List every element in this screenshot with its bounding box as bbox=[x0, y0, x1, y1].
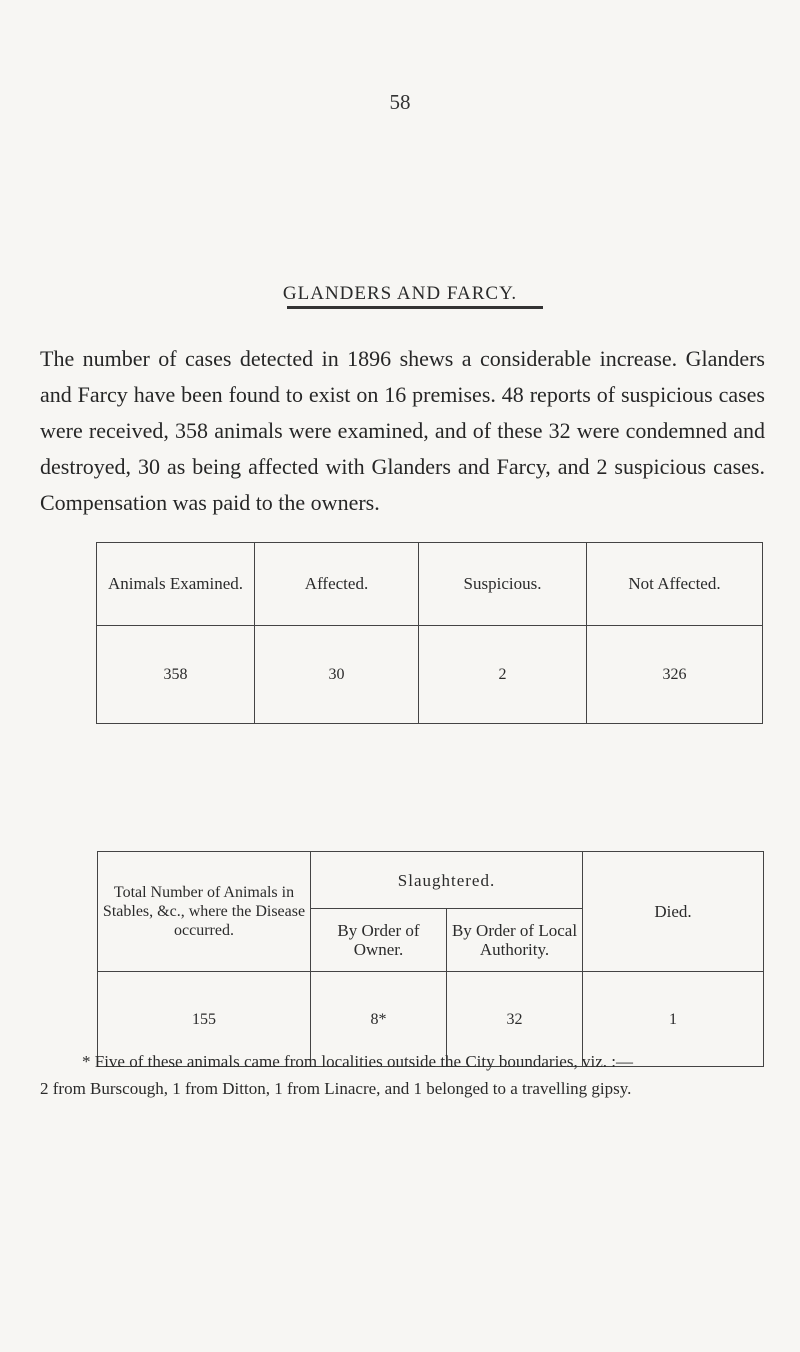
table-row bbox=[97, 626, 763, 724]
header-total-animals: Total Number of Animals in Stables, &c., where the Disease occurred. bbox=[98, 852, 311, 972]
value-total-animals: 155 bbox=[98, 972, 311, 1067]
footnote bbox=[40, 1048, 780, 1102]
examination-table bbox=[96, 542, 763, 724]
table-header-row bbox=[97, 543, 763, 626]
header-slaughtered: Slaughtered. bbox=[311, 852, 583, 909]
value-suspicious: 2 bbox=[419, 626, 587, 724]
section-title: GLANDERS AND FARCY. bbox=[282, 283, 518, 304]
table-header-row bbox=[98, 852, 764, 909]
footnote-line-2: 2 from Burscough, 1 from Ditton, 1 from Linacre, and 1 belonged to a travelling gipsy. bbox=[40, 1079, 632, 1098]
page-number: 58 bbox=[389, 90, 411, 114]
value-affected: 30 bbox=[255, 626, 419, 724]
header-by-authority: By Order of Local Authority. bbox=[447, 909, 583, 972]
value-died: 1 bbox=[583, 972, 764, 1067]
footnote-line-1: * Five of these animals came from localities outside the City boundaries, viz. :— bbox=[82, 1052, 633, 1071]
value-not-affected: 326 bbox=[587, 626, 763, 724]
slaughter-table bbox=[97, 851, 764, 1067]
value-animals-examined: 358 bbox=[97, 626, 255, 724]
header-suspicious: Suspicious. bbox=[419, 543, 587, 626]
value-by-authority: 32 bbox=[447, 972, 583, 1067]
header-animals-examined: Animals Examined. bbox=[97, 543, 255, 626]
header-by-owner: By Order of Owner. bbox=[311, 909, 447, 972]
title-underline bbox=[287, 306, 543, 309]
body-paragraph: The number of cases detected in 1896 shews a considerable increase. Glanders and Farcy have been found to exist on 16 premises. 48 reports of suspicious cases were received, 358 animals were examined, and of these 32 were condemned and destroyed, 30 as being affected with Glanders and Farcy, and 2 suspicious cases. Compensation was paid to the owners. bbox=[40, 346, 765, 515]
header-affected: Affected. bbox=[255, 543, 419, 626]
value-by-owner: 8* bbox=[311, 972, 447, 1067]
header-not-affected: Not Affected. bbox=[587, 543, 763, 626]
header-died: Died. bbox=[583, 852, 764, 972]
